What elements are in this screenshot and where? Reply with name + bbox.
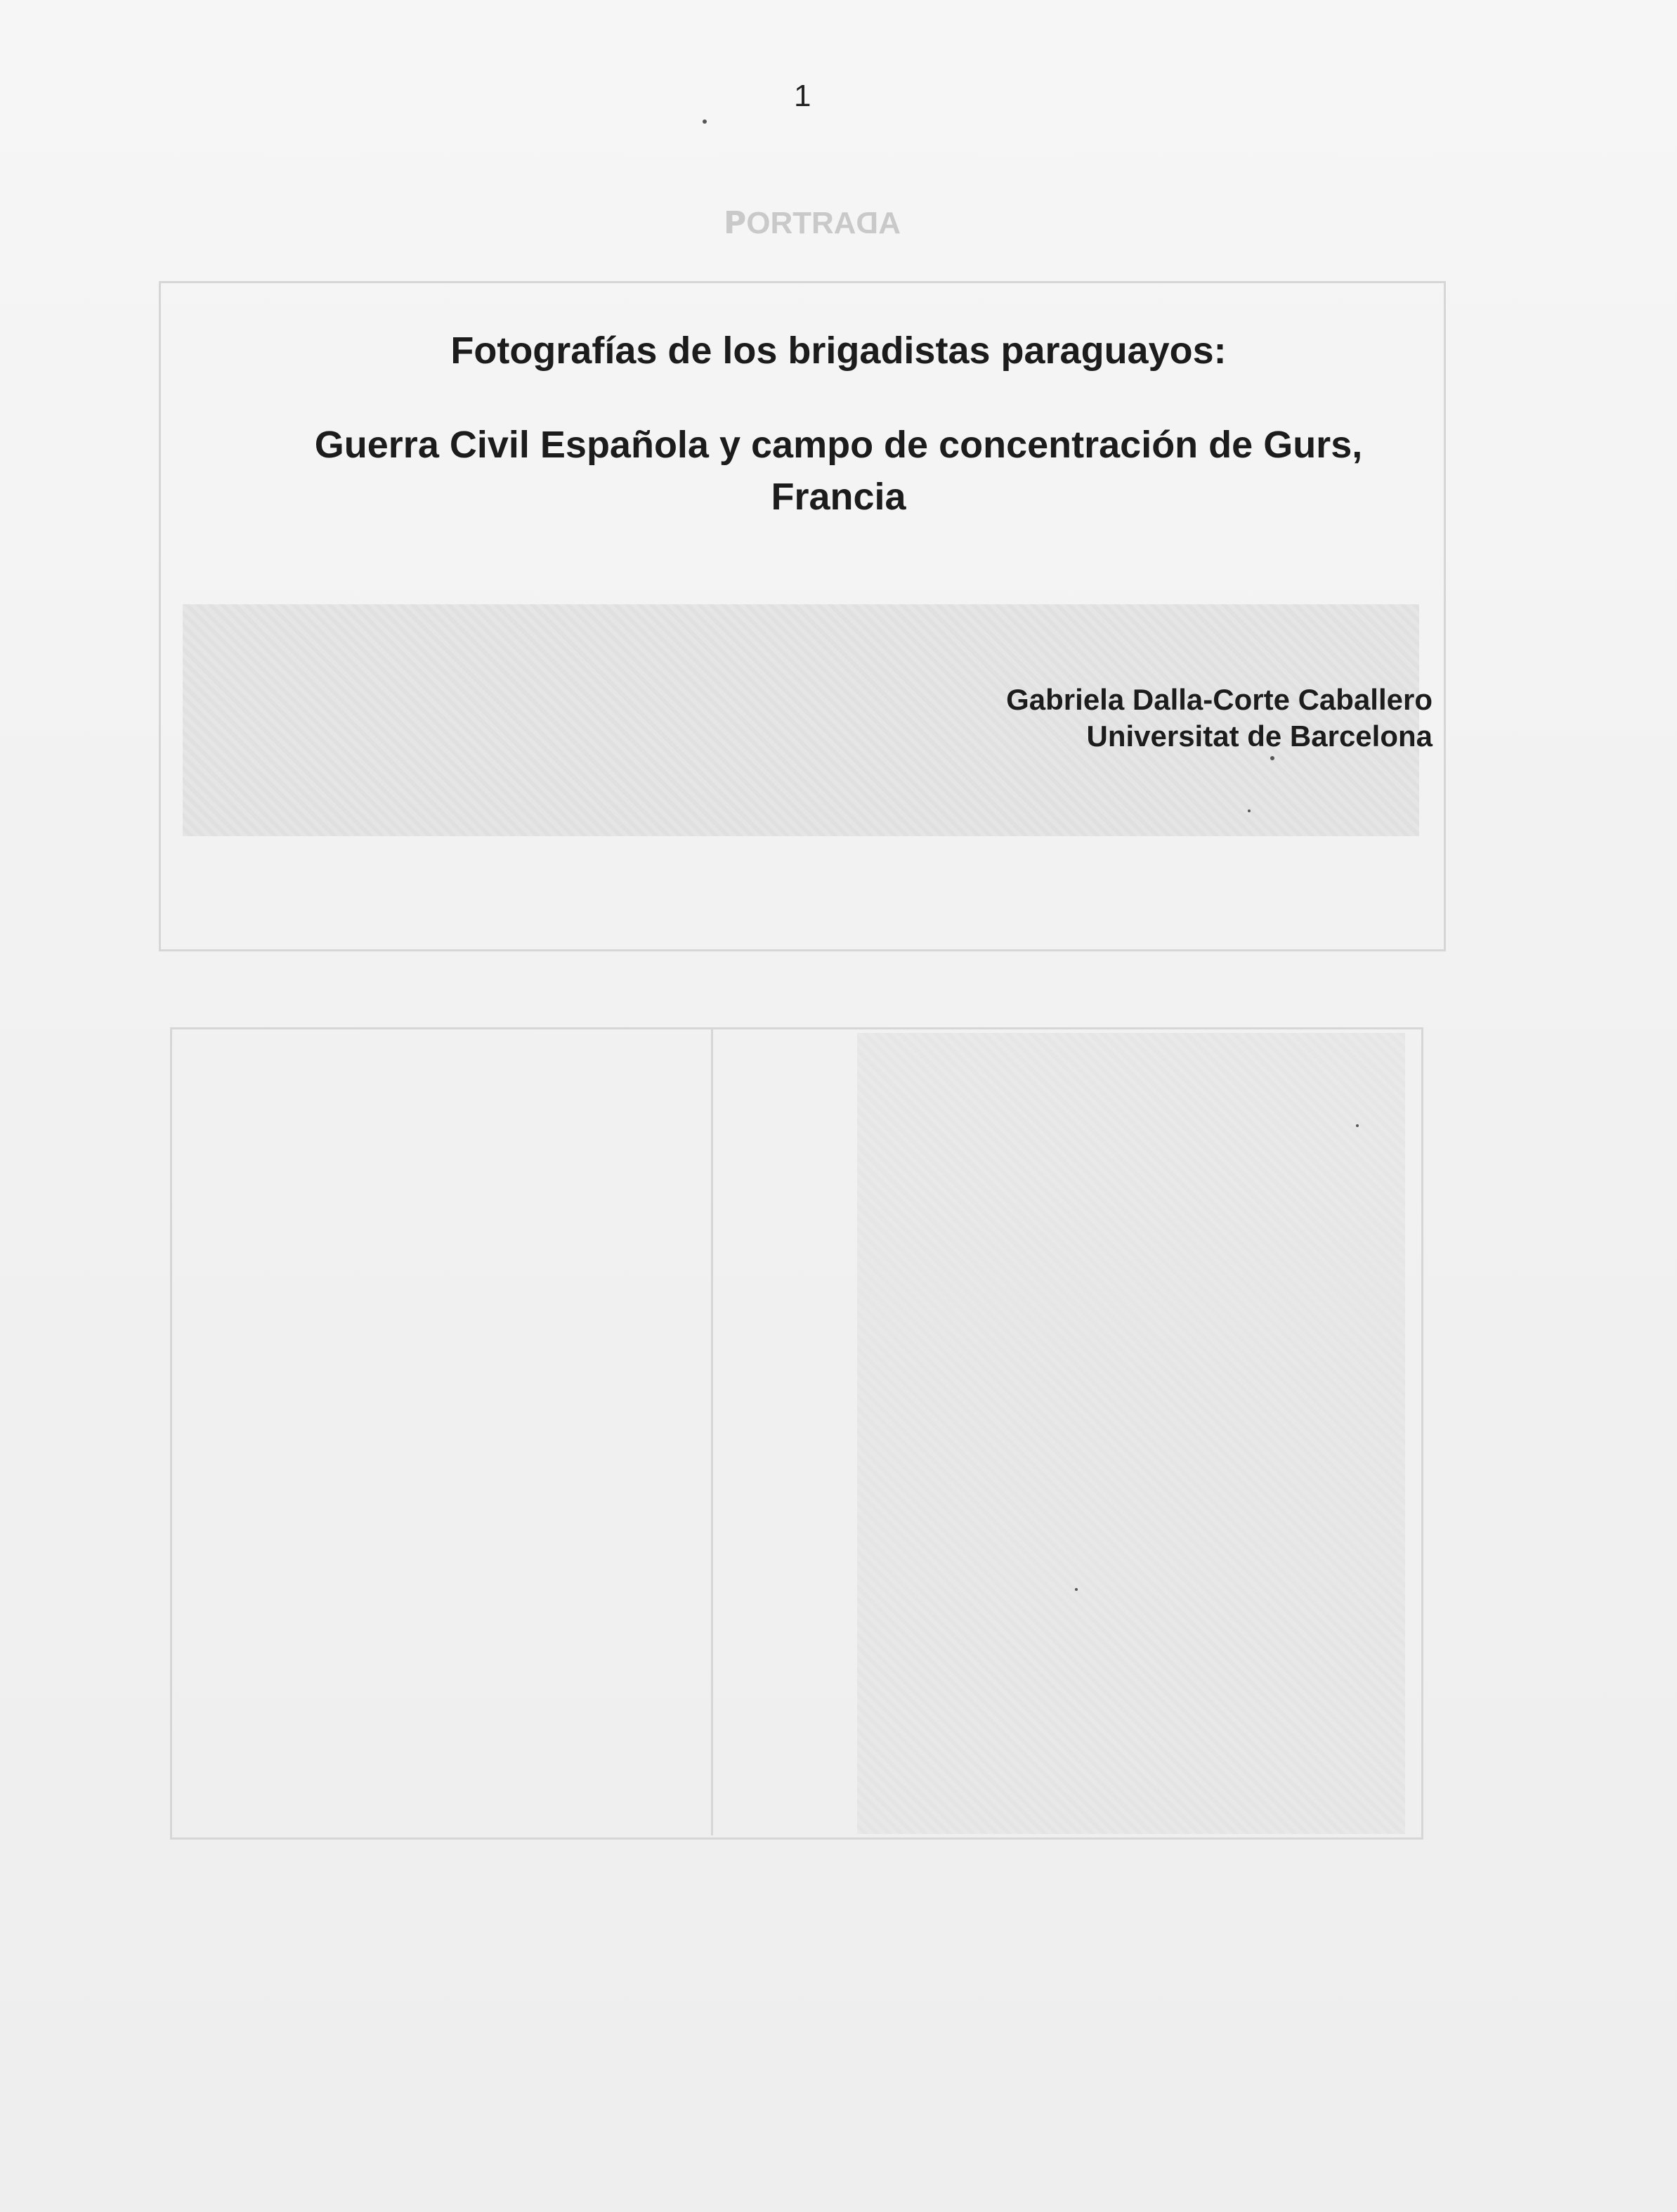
title-line-3: Francia <box>771 476 906 518</box>
author-name: Gabriela Dalla-Corte Caballero <box>1006 683 1433 716</box>
page-number: 1 <box>794 79 811 113</box>
scan-speck <box>1356 1124 1359 1127</box>
scan-speck <box>703 119 707 124</box>
bleed-through-column-divider <box>711 1027 713 1835</box>
title-line-1: Fotografías de los brigadistas paraguayos: <box>450 330 1227 372</box>
title-line-2: Guerra Civil Española y campo de concentración de Gurs, <box>314 424 1363 466</box>
author-affiliation: Universitat de Barcelona <box>1086 720 1433 753</box>
bleed-through-photo-bottom <box>857 1033 1405 1834</box>
bleed-through-heading: ADAЯTЯOꟼ <box>724 206 901 240</box>
scan-speck <box>1248 809 1251 812</box>
scan-speck <box>1270 756 1274 760</box>
scan-speck <box>1075 1588 1078 1591</box>
